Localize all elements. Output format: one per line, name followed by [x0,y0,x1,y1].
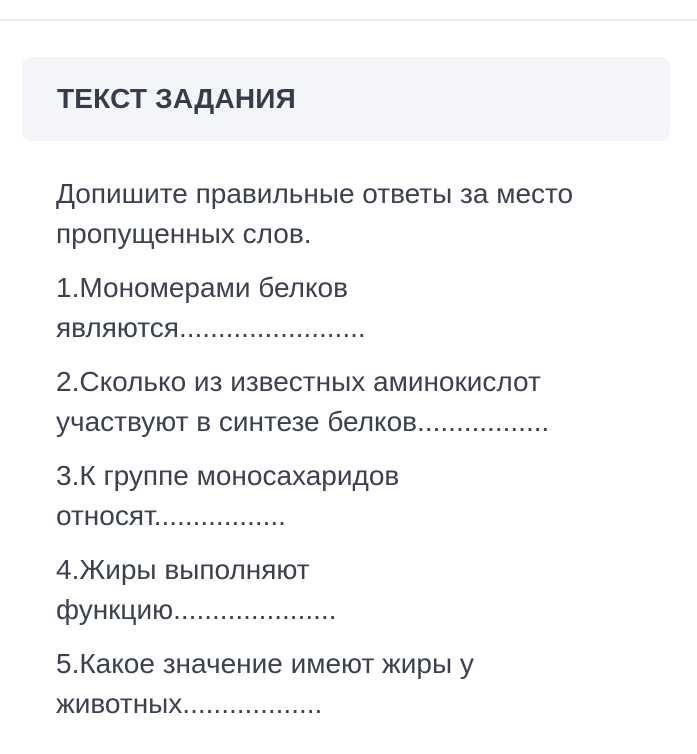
question-line: являются........................ [56,312,366,343]
question-1 [56,268,656,348]
question-5 [56,644,656,724]
question-line: животных.................. [56,688,323,719]
question-4 [56,550,656,630]
question-line: участвуют в синтезе белков................. [56,406,550,437]
task-header-title: ТЕКСТ ЗАДАНИЯ [57,83,296,114]
question-3 [56,456,656,536]
task-instruction [56,174,656,254]
instruction-line: Допишите правильные ответы за место [56,178,574,209]
task-header [22,57,670,141]
question-line: 4.Жиры выполняют [56,554,310,585]
question-line: 1.Мономерами белков [56,272,348,303]
question-line: 2.Сколько из известных аминокислот [56,366,541,397]
instruction-line: пропущенных слов. [56,218,312,249]
question-line: 3.К группе моносахаридов [56,460,400,491]
question-line: относят................. [56,500,286,531]
task-text [56,174,656,724]
question-line: функцию..................... [56,594,337,625]
question-2 [56,362,656,442]
top-divider [0,19,697,21]
question-line: 5.Какое значение имеют жиры у [56,648,474,679]
